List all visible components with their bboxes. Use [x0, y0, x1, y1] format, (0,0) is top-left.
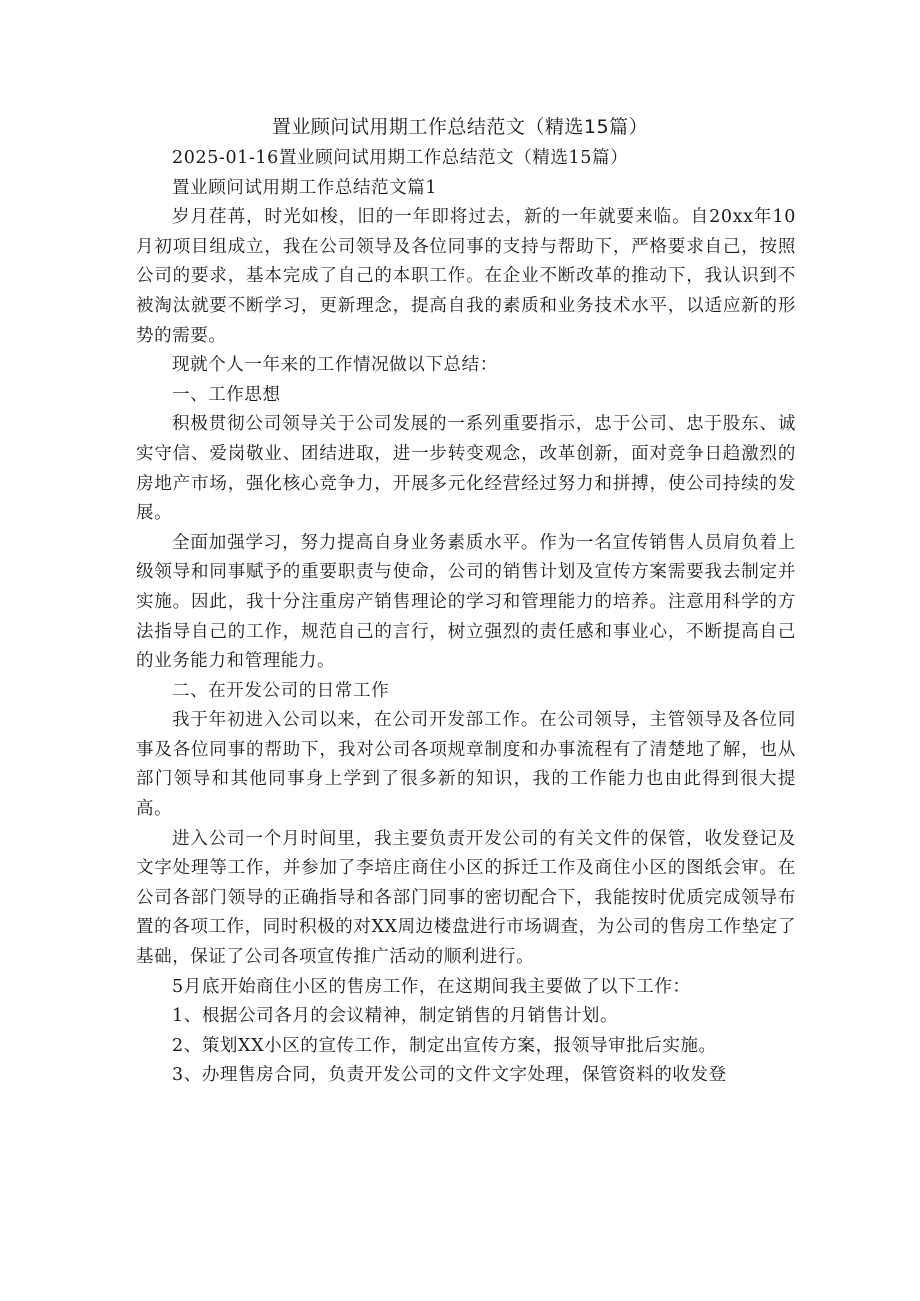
document-body	[136, 144, 796, 1091]
paragraph: 现就个人一年来的工作情况做以下总结：	[172, 355, 498, 376]
paragraph: 进入公司一个月时间里，我主要负责开发公司的有关文件的保管，收发登记及文字处理等工作，并参加了李培庄商住小区的拆迁工作及商住小区的图纸会审。在公司各部门领导的正确指导和各部门同事的密切配合下，我能按时优质完成领导布置的各项工作，同时积极的对XX周边楼盘进行市场调查，为公司的售房工作垫定了基础，保证了公司各项宣传推广活动的顺利进行。	[136, 828, 796, 968]
list-item: 3、办理售房合同，负责开发公司的文件文字处理，保管资料的收发登	[172, 1065, 727, 1086]
paragraph: 5月底开始商住小区的售房工作，在这期间我主要做了以下工作：	[172, 976, 691, 997]
paragraph: 我于年初进入公司以来，在公司开发部工作。在公司领导，主管领导及各位同事及各位同事的帮助下，我对公司各项规章制度和办事流程有了清楚地了解，也从部门领导和其他同事身上学到了很多新的知识，我的工作能力也由此得到很大提高。	[136, 710, 796, 820]
date-line: 2025-01-16置业顾问试用期工作总结范文（精选15篇）	[172, 148, 629, 168]
list-item: 2、策划XX小区的宣传工作，制定出宣传方案，报领导审批后实施。	[172, 1035, 717, 1056]
section-heading: 置业顾问试用期工作总结范文篇1	[172, 177, 438, 198]
document-title: 置业顾问试用期工作总结范文（精选15篇）	[271, 116, 649, 138]
list-item: 1、根据公司各月的会议精神，制定销售的月销售计划。	[172, 1006, 619, 1027]
paragraph: 全面加强学习，努力提高自身业务素质水平。作为一名宣传销售人员肩负着上级领导和同事赋予的重要职责与使命，公司的销售计划及宣传方案需要我去制定并实施。因此，我十分注重房产销售理论的学习和管理能力的培养。注意用科学的方法指导自己的工作，规范自己的言行，树立强烈的责任感和事业心，不断提高自己的业务能力和管理能力。	[136, 532, 796, 672]
subheading: 二、在开发公司的日常工作	[172, 680, 390, 701]
paragraph: 积极贯彻公司领导关于公司发展的一系列重要指示，忠于公司、忠于股东、诚实守信、爱岗敬业、团结进取，进一步转变观念，改革创新，面对竞争日趋激烈的房地产市场，强化核心竞争力，开展多元化经营经过努力和拼搏，使公司持续的发展。	[136, 414, 796, 524]
paragraph: 岁月荏苒，时光如梭，旧的一年即将过去，新的一年就要来临。自20xx年10月初项目组成立，我在公司领导及各位同事的支持与帮助下，严格要求自己，按照公司的要求，基本完成了自己的本职工作。在企业不断改革的推动下，我认识到不被淘汰就要不断学习，更新理念，提高自我的素质和业务技术水平，以适应新的形势的需要。	[136, 207, 796, 346]
subheading: 一、工作思想	[172, 384, 281, 405]
